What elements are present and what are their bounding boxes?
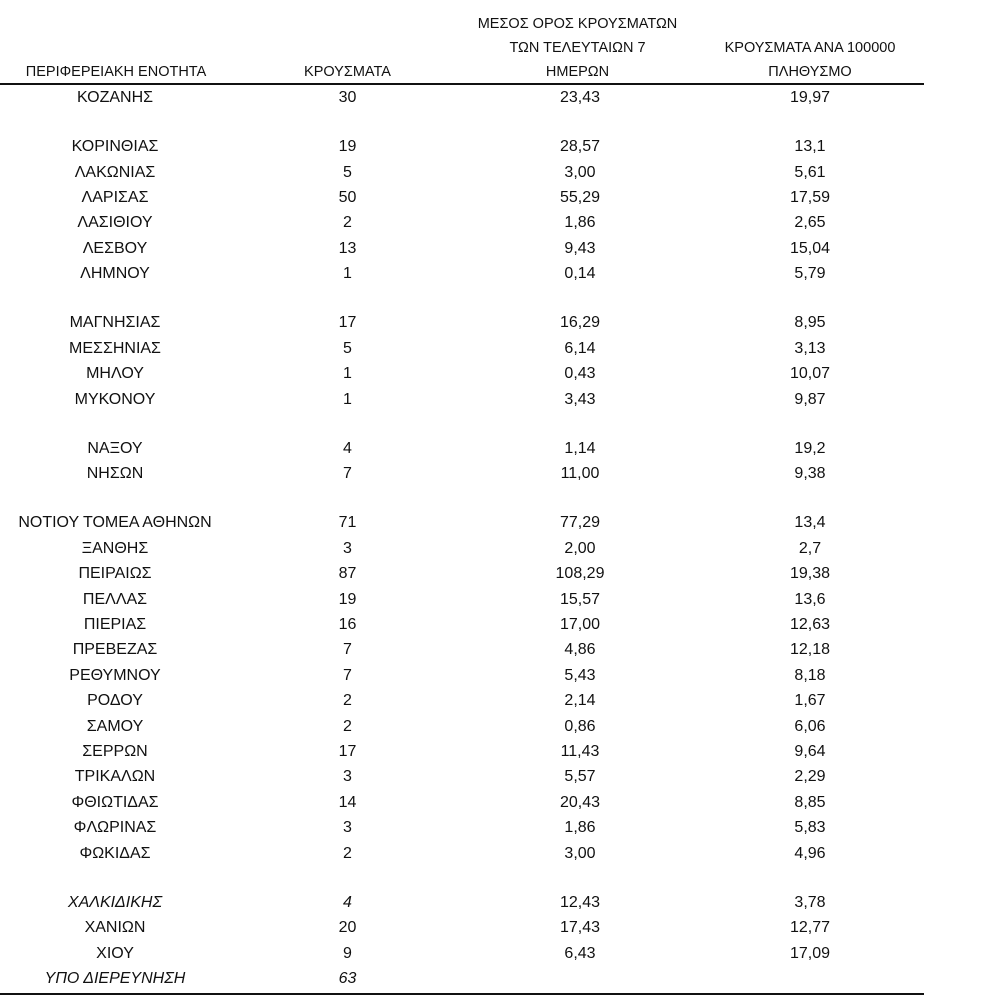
seven-day-average-cell: 2,00: [564, 539, 596, 557]
cases-cell: 16: [338, 616, 357, 633]
region-name-cell: ΦΘΙΩΤΙΔΑΣ: [71, 793, 159, 811]
table-bottom-border: [0, 993, 924, 995]
table-row: [0, 688, 1004, 713]
cases-cell: 13: [338, 239, 357, 257]
seven-day-average-cell: 15,57: [559, 590, 601, 608]
cases-cell: 1: [343, 265, 352, 283]
region-name-cell: ΧΙΟΥ: [96, 944, 134, 962]
table-row: [0, 739, 1004, 764]
cases-per-100k-cell: 12,77: [789, 919, 831, 937]
table-row: [0, 461, 1004, 486]
cases-cell: 50: [338, 189, 357, 206]
cases-cell: 7: [343, 641, 352, 659]
cases-per-100k-cell: 2,29: [794, 768, 826, 786]
region-name-cell: ΠΙΕΡΙΑΣ: [83, 616, 147, 633]
region-name-cell: ΠΕΙΡΑΙΩΣ: [78, 565, 152, 583]
region-name-cell: ΚΟΡΙΝΘΙΑΣ: [71, 138, 159, 156]
cases-cell: 1: [343, 365, 352, 383]
cases-per-100k-cell: 5,61: [794, 163, 826, 181]
region-name-cell: ΦΩΚΙΔΑΣ: [79, 844, 151, 862]
cases-per-100k-cell: 19,2: [794, 439, 826, 457]
region-name-cell: ΜΥΚΟΝΟΥ: [74, 390, 156, 408]
table-row: [0, 160, 1004, 185]
cases-per-100k-cell: 19,97: [789, 89, 831, 106]
seven-day-average-cell: 0,86: [564, 717, 596, 735]
cases-per-100k-cell: 9,38: [794, 465, 826, 483]
cases-cell: 1: [343, 390, 352, 408]
seven-day-average-cell: 9,43: [564, 239, 596, 257]
seven-day-average-cell: 1,86: [564, 819, 596, 837]
cases-per-100k-cell: 6,06: [794, 717, 826, 735]
cases-per-100k-cell: 13,4: [794, 514, 826, 532]
cases-cell: 2: [343, 214, 352, 232]
cases-per-100k-cell: 13,6: [794, 590, 826, 608]
seven-day-average-cell: 3,43: [564, 390, 596, 408]
cases-cell: 2: [343, 717, 352, 735]
region-name-cell: ΝΗΣΩΝ: [86, 465, 144, 483]
table-row: [0, 561, 1004, 586]
cases-cell: 4: [343, 439, 352, 457]
seven-day-average-cell: 17,43: [559, 919, 601, 937]
region-name-cell: ΛΑΣΙΘΙΟΥ: [77, 214, 153, 232]
header-avg-line-3: ΗΜΕΡΩΝ: [545, 64, 610, 80]
cases-cell: 19: [338, 590, 357, 608]
seven-day-average-cell: 1,14: [564, 439, 596, 457]
cases-per-100k-cell: 12,18: [789, 641, 831, 659]
region-name-cell: ΛΗΜΝΟΥ: [80, 265, 150, 283]
table-row: [0, 510, 1004, 535]
cases-per-100k-cell: 12,63: [789, 616, 831, 633]
table-row: [0, 714, 1004, 739]
region-name-cell: ΧΑΝΙΩΝ: [84, 919, 146, 937]
cases-cell: 3: [343, 819, 352, 837]
cases-per-100k-cell: 5,83: [794, 819, 826, 837]
region-name-cell: ΣΕΡΡΩΝ: [82, 743, 148, 760]
table-row: [0, 236, 1004, 261]
seven-day-average-cell: 17,00: [559, 616, 601, 633]
cases-per-100k-cell: 19,38: [789, 565, 831, 583]
cases-cell: 63: [338, 970, 357, 987]
cases-per-100k-cell: 8,95: [794, 314, 826, 332]
header-cases-line: ΚΡΟΥΣΜΑΤΑ: [304, 64, 391, 80]
cases-per-100k-cell: 13,1: [794, 138, 826, 156]
seven-day-average-cell: 3,00: [564, 163, 596, 181]
seven-day-average-cell: 28,57: [559, 138, 601, 156]
seven-day-average-cell: 6,43: [564, 944, 596, 962]
cases-cell: 7: [343, 465, 352, 483]
seven-day-average-cell: 12,43: [559, 893, 601, 911]
cases-cell: 5: [343, 163, 352, 181]
table-row: [0, 310, 1004, 335]
table-row: [0, 185, 1004, 210]
table-row: [0, 261, 1004, 286]
cases-per-100k-cell: 1,67: [794, 692, 826, 710]
cases-per-100k-cell: 3,78: [794, 893, 826, 911]
region-name-cell: ΝΟΤΙΟΥ ΤΟΜΕΑ ΑΘΗΝΩΝ: [18, 514, 212, 532]
cases-per-100k-cell: 3,13: [794, 339, 826, 357]
table-row: [0, 790, 1004, 815]
table-row: [0, 637, 1004, 662]
seven-day-average-cell: 0,14: [564, 265, 596, 283]
table-row: [0, 941, 1004, 966]
cases-cell: 17: [338, 314, 357, 332]
cases-per-100k-cell: 5,79: [794, 265, 826, 283]
region-name-cell: ΞΑΝΘΗΣ: [81, 539, 149, 557]
table-row: [0, 587, 1004, 612]
cases-per-100k-cell: 15,04: [789, 239, 831, 257]
seven-day-average-cell: 11,43: [560, 743, 600, 760]
region-name-cell: ΚΟΖΑΝΗΣ: [76, 89, 154, 106]
table-row: [0, 85, 1004, 110]
seven-day-average-cell: 3,00: [564, 844, 596, 862]
cases-per-100k-cell: 2,65: [794, 214, 826, 232]
table-row: [0, 536, 1004, 561]
table-row: [0, 387, 1004, 412]
cases-cell: 2: [343, 692, 352, 710]
cases-cell: 19: [338, 138, 357, 156]
table-row: [0, 890, 1004, 915]
region-name-cell: ΠΡΕΒΕΖΑΣ: [72, 641, 158, 659]
cases-cell: 14: [338, 793, 357, 811]
cases-cell: 20: [338, 919, 357, 937]
seven-day-average-cell: 77,29: [559, 514, 601, 532]
seven-day-average-cell: 11,00: [560, 465, 600, 483]
seven-day-average-cell: 2,14: [564, 692, 596, 710]
cases-cell: 3: [343, 539, 352, 557]
table-row: [0, 915, 1004, 940]
cases-cell: 2: [343, 844, 352, 862]
header-per100k-line-1: ΚΡΟΥΣΜΑΤΑ ΑΝΑ 100000: [724, 40, 896, 56]
cases-cell: 3: [343, 768, 352, 786]
cases-per-100k-cell: 10,07: [789, 365, 831, 383]
cases-per-100k-cell: 8,85: [794, 793, 826, 811]
cases-cell: 9: [343, 944, 352, 962]
region-name-cell: ΛΑΡΙΣΑΣ: [81, 189, 149, 206]
region-name-cell: ΥΠΟ ΔΙΕΡΕΥΝΗΣΗ: [44, 970, 186, 987]
region-name-cell: ΜΑΓΝΗΣΙΑΣ: [69, 314, 161, 332]
cases-per-100k-cell: 17,59: [789, 189, 831, 206]
cases-per-100k-cell: 4,96: [794, 844, 826, 862]
cases-cell: 17: [338, 743, 357, 760]
region-name-cell: ΝΑΞΟΥ: [87, 439, 143, 457]
header-avg-line-1: ΜΕΣΟΣ ΟΡΟΣ ΚΡΟΥΣΜΑΤΩΝ: [477, 16, 678, 32]
table-row: [0, 134, 1004, 159]
seven-day-average-cell: 5,43: [564, 666, 596, 684]
cases-cell: 7: [343, 666, 352, 684]
table-row: [0, 361, 1004, 386]
seven-day-average-cell: 20,43: [559, 793, 601, 811]
header-per100k-line-2: ΠΛΗΘΥΣΜΟ: [768, 64, 852, 80]
cases-per-100k-cell: 8,18: [794, 666, 826, 684]
table-row: [0, 336, 1004, 361]
seven-day-average-cell: 6,14: [564, 339, 596, 357]
cases-per-100k-cell: 2,7: [798, 539, 822, 557]
region-name-cell: ΛΑΚΩΝΙΑΣ: [74, 163, 156, 181]
region-name-cell: ΦΛΩΡΙΝΑΣ: [73, 819, 157, 837]
cases-per-100k-cell: 9,64: [794, 743, 826, 760]
cases-cell: 5: [343, 339, 352, 357]
region-name-cell: ΜΕΣΣΗΝΙΑΣ: [69, 339, 161, 357]
seven-day-average-cell: 0,43: [564, 365, 596, 383]
header-region-line: ΠΕΡΙΦΕΡΕΙΑΚΗ ΕΝΟΤΗΤΑ: [25, 64, 207, 80]
header-avg-line-2: ΤΩΝ ΤΕΛΕΥΤΑΙΩΝ 7: [509, 40, 646, 56]
table-row: [0, 841, 1004, 866]
seven-day-average-cell: 4,86: [564, 641, 596, 659]
region-name-cell: ΠΕΛΛΑΣ: [82, 590, 148, 608]
seven-day-average-cell: 1,86: [564, 214, 596, 232]
seven-day-average-cell: 55,29: [559, 189, 601, 206]
cases-cell: 4: [343, 893, 352, 911]
region-name-cell: ΡΟΔΟΥ: [87, 692, 143, 710]
seven-day-average-cell: 23,43: [559, 89, 601, 106]
seven-day-average-cell: 108,29: [555, 565, 605, 583]
region-name-cell: ΜΗΛΟΥ: [86, 365, 144, 383]
table-row: [0, 966, 1004, 991]
table-row: [0, 436, 1004, 461]
region-name-cell: ΧΑΛΚΙΔΙΚΗΣ: [67, 893, 163, 911]
table-row: [0, 210, 1004, 235]
cases-cell: 71: [338, 514, 357, 532]
table-row: [0, 815, 1004, 840]
table-row: [0, 663, 1004, 688]
region-name-cell: ΡΕΘΥΜΝΟΥ: [69, 666, 161, 684]
region-name-cell: ΤΡΙΚΑΛΩΝ: [74, 768, 156, 786]
cases-cell: 30: [338, 89, 357, 106]
table-row: [0, 764, 1004, 789]
seven-day-average-cell: 5,57: [564, 768, 596, 786]
cases-per-100k-cell: 17,09: [789, 944, 831, 962]
cases-per-100k-cell: 9,87: [794, 390, 826, 408]
table-row: [0, 612, 1004, 637]
region-name-cell: ΛΕΣΒΟΥ: [82, 239, 148, 257]
cases-cell: 87: [338, 565, 357, 583]
seven-day-average-cell: 16,29: [559, 314, 601, 332]
region-name-cell: ΣΑΜΟΥ: [86, 717, 144, 735]
